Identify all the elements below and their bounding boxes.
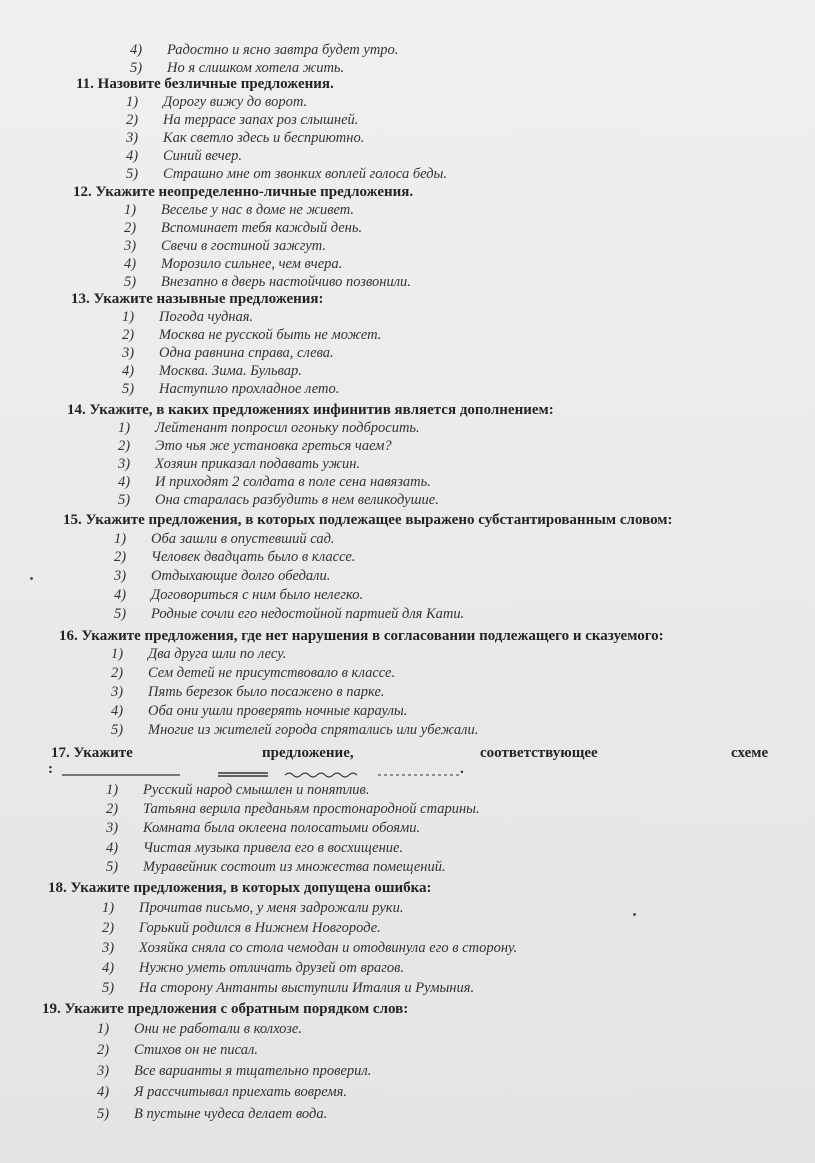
sentence-scheme-diagram [50,765,480,781]
option-number: 4) [114,587,127,603]
scheme-prefix: : [48,761,53,777]
option-text: Прочитав письмо, у меня задрожали руки. [139,900,404,916]
option-text: Я рассчитывал приехать вовремя. [134,1084,347,1100]
option-number: 3) [97,1063,110,1079]
option-number: 4) [102,960,115,976]
option-text: Но я слишком хотела жить. [167,60,345,76]
option-text: Родные сочли его недостойной партией для Кати. [151,606,465,622]
question-title: 14. Укажите, в каких предложениях инфинитив является дополнением: [67,402,554,418]
option-number: 4) [111,703,124,719]
option-text: Москва не русской быть не может. [159,327,382,343]
question-title: 12. Укажите неопределенно-личные предложения. [73,184,414,200]
option-text: Оба они ушли проверять ночные караулы. [148,703,408,719]
question-title: 13. Укажите назывные предложения: [71,291,324,307]
option-text: Хозяин приказал подавать ужин. [155,456,361,472]
option-number: 5) [118,492,131,508]
option-text: Наступило прохладное лето. [159,381,340,397]
option-text: Комната была оклеена полосатыми обоями. [143,820,421,836]
option-number: 5) [126,166,139,182]
option-number: 1) [102,900,115,916]
question-title-part: предложение, [262,745,354,761]
option-number: 3) [111,684,124,700]
option-number: 1) [97,1021,110,1037]
option-number: 3) [106,820,119,836]
option-number: 4) [122,363,135,379]
option-number: 2) [118,438,131,454]
option-number: 5) [106,859,119,875]
option-number: 2) [114,549,127,565]
option-text: Морозило сильнее, чем вчера. [161,256,343,272]
option-number: 4) [106,840,119,856]
option-text: Синий вечер. [163,148,243,164]
option-text: Чистая музыка привела его в восхищение. [143,840,404,856]
option-number: 2) [124,220,137,236]
question-title: 16. Укажите предложения, где нет нарушения в согласовании подлежащего и сказуемого: [59,628,664,644]
option-text: Татьяна верила преданьям простонародной старины. [143,801,480,817]
option-number: 5) [97,1106,110,1122]
option-number: 4) [126,148,139,164]
option-text: Страшно мне от звонких воплей голоса беды. [163,166,447,182]
option-number: 2) [126,112,139,128]
option-number: 1) [114,531,127,547]
option-text: Вспоминает тебя каждый день. [161,220,363,236]
option-number: 4) [130,42,143,58]
option-text: Хозяйка сняла со стола чемодан и отодвинула его в сторону. [139,940,518,956]
option-number: 3) [124,238,137,254]
option-number: 5) [102,980,115,996]
option-number: 3) [126,130,139,146]
option-text: Москва. Зима. Бульвар. [159,363,302,379]
option-number: 4) [124,256,137,272]
question-title-part: 17. Укажите [51,745,133,761]
option-text: Договориться с ним было нелегко. [151,587,364,603]
option-number: 1) [126,94,139,110]
option-text: На террасе запах роз слышней. [163,112,359,128]
paper-speck [633,913,636,916]
option-text: Погода чудная. [159,309,254,325]
option-number: 3) [102,940,115,956]
option-number: 2) [111,665,124,681]
paper-speck [30,577,33,580]
option-number: 4) [97,1084,110,1100]
option-text: В пустыне чудеса делает вода. [134,1106,328,1122]
option-number: 1) [106,782,119,798]
option-text: Горький родился в Нижнем Новгороде. [139,920,381,936]
option-text: Это чья же установка греться чаем? [155,438,392,454]
option-number: 1) [124,202,137,218]
option-text: И приходят 2 солдата в поле сена навязать. [155,474,431,490]
option-number: 1) [111,646,124,662]
option-number: 5) [122,381,135,397]
option-number: 5) [111,722,124,738]
question-title-part: соответствующее [480,745,598,761]
option-text: Два друга шли по лесу. [148,646,287,662]
option-text: Многие из жителей города спрятались или убежали. [148,722,479,738]
option-text: Нужно уметь отличать друзей от врагов. [139,960,405,976]
question-title-part: схеме [731,745,769,761]
option-text: На сторону Антанты выступили Италия и Румыния. [139,980,475,996]
option-text: Лейтенант попросил огоньку подбросить. [155,420,420,436]
option-number: 5) [130,60,143,76]
option-number: 2) [122,327,135,343]
scheme-suffix: . [460,761,464,777]
option-number: 5) [124,274,137,290]
option-number: 2) [106,801,119,817]
option-text: Внезапно в дверь настойчиво позвонили. [161,274,411,290]
question-title: 19. Укажите предложения с обратным порядком слов: [42,1001,409,1017]
sentence-scheme [50,765,480,781]
option-text: Одна равнина справа, слева. [159,345,334,361]
option-text: Она старалась разбудить в нем великодушие. [155,492,439,508]
option-text: Пять березок было посажено в парке. [148,684,385,700]
option-text: Радостно и ясно завтра будет утро. [167,42,399,58]
option-number: 3) [118,456,131,472]
option-number: 3) [114,568,127,584]
option-text: Все варианты я тщательно проверил. [134,1063,372,1079]
option-text: Дорогу вижу до ворот. [163,94,308,110]
question-title: 15. Укажите предложения, в которых подлежащее выражено субстантированным словом: [63,512,673,528]
option-number: 3) [122,345,135,361]
option-text: Стихов он не писал. [134,1042,258,1058]
option-number: 5) [114,606,127,622]
option-text: Свечи в гостиной зажгут. [161,238,327,254]
option-text: Муравейник состоит из множества помещений. [143,859,446,875]
option-number: 4) [118,474,131,490]
question-title: 11. Назовите безличные предложения. [76,76,334,92]
option-text: Сем детей не присутствовало в классе. [148,665,396,681]
question-title: 18. Укажите предложения, в которых допущена ошибка: [48,880,432,896]
option-text: Человек двадцать было в классе. [151,549,356,565]
option-number: 2) [102,920,115,936]
option-number: 1) [122,309,135,325]
option-text: Веселье у нас в доме не живет. [161,202,355,218]
option-text: Русский народ смышлен и понятлив. [143,782,370,798]
option-text: Отдыхающие долго обедали. [151,568,331,584]
option-number: 1) [118,420,131,436]
attribute-underline [285,773,357,777]
option-number: 2) [97,1042,110,1058]
option-text: Они не работали в колхозе. [134,1021,302,1037]
option-text: Как светло здесь и бесприютно. [163,130,365,146]
option-text: Оба зашли в опустевший сад. [151,531,335,547]
